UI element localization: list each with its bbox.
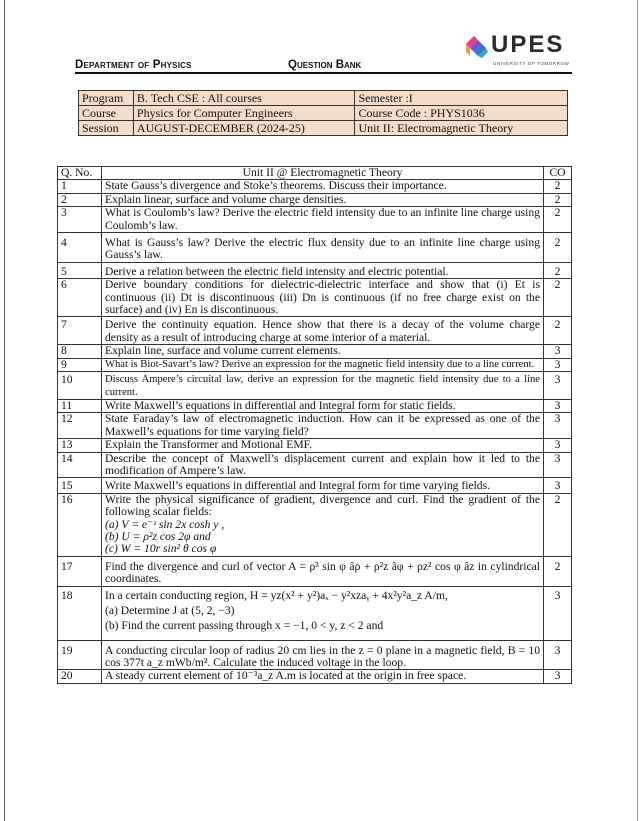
course-code-value: Course Code : PHYS1036 <box>355 106 568 121</box>
page-border-left <box>4 0 5 821</box>
question-text: Explain linear, surface and volume charge densities. <box>102 193 544 206</box>
question-number: 7 <box>58 317 102 345</box>
question-text: In a certain conducting region, H = yz(x² + y²)aₓ − y²xzaᵧ + 4x²y²a_z A/m, <box>105 588 448 602</box>
course-row <box>79 106 568 121</box>
table-row <box>58 413 572 439</box>
question-co: 3 <box>544 439 572 452</box>
question-text: Explain line, surface and volume current elements. <box>102 345 544 358</box>
question-number: 19 <box>58 640 102 670</box>
question-text: Derive boundary conditions for dielectric-dielectric interface and show that (i) Et is continuous (ii) Dt is discontinuous (iii) Dn is continuous (if no free charge exist on the surface) and (iv) En is discontinuous. <box>102 279 544 317</box>
logo-wordmark: UPES <box>491 31 565 58</box>
question-co: 3 <box>544 586 572 640</box>
course-value: Physics for Computer Engineers <box>133 106 355 121</box>
table-row <box>58 478 572 493</box>
question-co: 3 <box>544 358 572 371</box>
table-row <box>58 207 572 233</box>
question-text: A conducting circular loop of radius 20 cm lies in the z = 0 plane in a magnetic field, B = 10 cos 377t a_z mWb/m². Calculate the induced voltage in the loop. <box>102 640 544 670</box>
question-cell <box>102 586 544 640</box>
session-value: AUGUST-DECEMBER (2024-25) <box>133 121 355 136</box>
question-co: 2 <box>544 193 572 206</box>
question-co: 2 <box>544 262 572 278</box>
department-heading <box>75 59 192 71</box>
question-part-b: (b) Find the current passing through x = −1, 0 < y, z < 2 and <box>105 619 384 633</box>
question-co: 3 <box>544 640 572 670</box>
program-label: Program <box>79 91 134 106</box>
question-number: 2 <box>58 193 102 206</box>
question-part-b: (b) U = ρ²z cos 2φ and <box>105 529 211 543</box>
table-row <box>58 670 572 683</box>
question-text: Find the divergence and curl of vector A = ρ³ sin φ âρ + ρ²z âφ + ρz² cos φ âz in cylindrical coordinates. <box>102 556 544 586</box>
question-number: 1 <box>58 180 102 193</box>
program-value: B. Tech CSE : All courses <box>133 91 355 106</box>
question-bank-text: Question Bank <box>288 59 362 71</box>
question-number: 11 <box>58 399 102 412</box>
question-number: 6 <box>58 279 102 317</box>
page-border-right <box>637 0 638 821</box>
question-number: 15 <box>58 478 102 493</box>
question-co: 2 <box>544 233 572 263</box>
program-row <box>79 91 568 106</box>
department-text: Department of Physics <box>75 59 192 71</box>
question-number: 18 <box>58 586 102 640</box>
question-co: 3 <box>544 399 572 412</box>
question-text: Discuss Ampere’s circuital law, derive an expression for the magnetic field intensity due to a line current. <box>102 372 544 400</box>
course-info-table <box>78 90 568 136</box>
question-text: Write Maxwell’s equations in differential and Integral form for time varying fields. <box>102 478 544 493</box>
question-co: 3 <box>544 670 572 683</box>
table-row <box>58 262 572 278</box>
session-label: Session <box>79 121 134 136</box>
question-co: 3 <box>544 452 572 478</box>
question-number: 9 <box>58 358 102 371</box>
question-number: 20 <box>58 670 102 683</box>
question-text: State Faraday’s law of electromagnetic induction. How can it be expressed as one of the Maxwell’s equations for time varying field? <box>102 413 544 439</box>
table-header-row <box>58 167 572 180</box>
question-text: Write Maxwell’s equations in differential and Integral form for static fields. <box>102 399 544 412</box>
question-bank-heading <box>288 59 361 71</box>
table-row <box>58 233 572 263</box>
question-co: 3 <box>544 345 572 358</box>
question-co: 2 <box>544 180 572 193</box>
question-number: 13 <box>58 439 102 452</box>
table-row <box>58 399 572 412</box>
logo-mark-icon <box>466 36 488 58</box>
question-text: State Gauss’s divergence and Stoke’s theorems. Discuss their importance. <box>102 180 544 193</box>
question-co: 2 <box>544 317 572 345</box>
question-number: 16 <box>58 493 102 556</box>
questions-table <box>57 166 572 684</box>
question-part-a: (a) Determine J at (5, 2, −3) <box>105 604 235 617</box>
question-text: Write the physical significance of gradient, divergence and curl. Find the gradient of the following scalar fields: <box>105 492 540 519</box>
question-text: What is Biot-Savart’s law? Derive an expression for the magnetic field intensity due to a line current. <box>102 358 544 371</box>
question-text: Derive a relation between the electric field intensity and electric potential. <box>102 262 544 278</box>
question-co: 2 <box>544 493 572 556</box>
question-co: 2 <box>544 279 572 317</box>
question-number: 8 <box>58 345 102 358</box>
question-co: 3 <box>544 372 572 400</box>
question-co: 3 <box>544 413 572 439</box>
table-row <box>58 193 572 206</box>
table-row <box>58 452 572 478</box>
question-co: 2 <box>544 556 572 586</box>
question-text: Derive the continuity equation. Hence show that there is a decay of the volume charge density as a result of introducing charge at some interior of a material. <box>102 317 544 345</box>
course-label: Course <box>79 106 134 121</box>
table-row <box>58 345 572 358</box>
question-co: 3 <box>544 478 572 493</box>
table-row <box>58 372 572 400</box>
table-row <box>58 180 572 193</box>
question-part-a: (a) V = e⁻ᶻ sin 2x cosh y , <box>105 517 225 531</box>
question-text: What is Coulomb’s law? Derive the electric field intensity due to an infinite line charge using Coulomb’s law. <box>102 207 544 233</box>
table-row <box>58 586 572 640</box>
question-text: Describe the concept of Maxwell’s displacement current and explain how it led to the modification of Ampere’s law. <box>102 452 544 478</box>
col-co-header: CO <box>544 167 572 180</box>
table-row <box>58 279 572 317</box>
logo-tagline: UNIVERSITY OF TOMORROW <box>493 61 570 66</box>
col-qno-header: Q. No. <box>58 167 102 180</box>
question-part-c: (c) W = 10r sin² θ cos φ <box>105 542 217 556</box>
session-row <box>79 121 568 136</box>
question-number: 4 <box>58 233 102 263</box>
table-row <box>58 493 572 556</box>
question-cell <box>102 493 544 556</box>
table-row <box>58 556 572 586</box>
table-row <box>58 317 572 345</box>
question-number: 5 <box>58 262 102 278</box>
question-number: 17 <box>58 556 102 586</box>
question-text: Explain the Transformer and Motional EMF. <box>102 439 544 452</box>
question-number: 3 <box>58 207 102 233</box>
unit-value: Unit II: Electromagnetic Theory <box>355 121 568 136</box>
question-number: 10 <box>58 372 102 400</box>
table-row <box>58 640 572 670</box>
col-title-header: Unit II @ Electromagnetic Theory <box>102 167 544 180</box>
question-text: A steady current element of 10⁻³a_z A.m is located at the origin in free space. <box>102 670 544 683</box>
semester-value: Semester :I <box>355 91 568 106</box>
question-co: 2 <box>544 207 572 233</box>
table-row <box>58 358 572 371</box>
question-text: What is Gauss’s law? Derive the electric flux density due to an infinite line charge using Gauss’s law. <box>102 233 544 263</box>
question-number: 14 <box>58 452 102 478</box>
table-row <box>58 439 572 452</box>
question-number: 12 <box>58 413 102 439</box>
